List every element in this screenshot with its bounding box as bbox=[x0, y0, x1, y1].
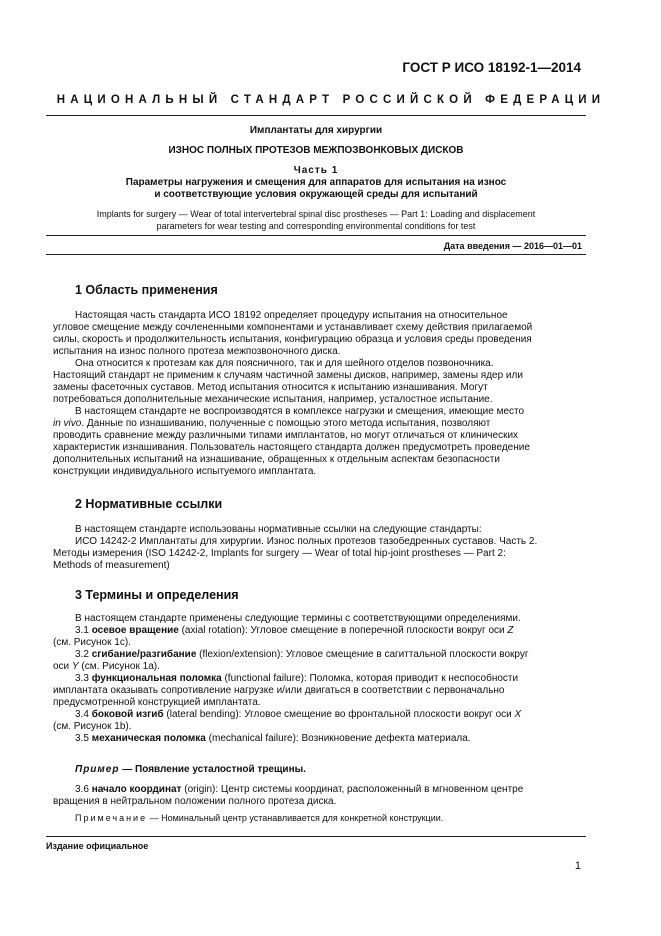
body-line: конструкции индивидуального испытуемого имплантата. bbox=[53, 466, 317, 477]
footer-rule bbox=[46, 836, 586, 837]
term-number: 3.3 bbox=[75, 673, 92, 684]
note-label: Примечание bbox=[75, 813, 148, 823]
date-of-introduction: Дата введения — 2016—01—01 bbox=[443, 241, 582, 251]
term-name: функциональная поломка bbox=[91, 673, 222, 684]
term-3-1 bbox=[75, 625, 585, 637]
axis-symbol: X bbox=[514, 709, 522, 720]
term-name: боковой изгиб bbox=[91, 709, 164, 720]
example-label: Пример bbox=[75, 764, 120, 775]
term-3-5 bbox=[75, 733, 585, 745]
body-line: Методы измерения (ISO 14242-2, Implants for surgery — Wear of total hip-joint prostheses — Part 2: bbox=[53, 548, 506, 559]
page-number: 1 bbox=[574, 860, 581, 872]
term-definition: (origin): Центр системы координат, расположенный в мгновенном центре bbox=[181, 784, 524, 795]
term-number: 3.2 bbox=[75, 649, 92, 660]
body-line: замены фасеточных суставов. Метод испытания относится к испытанию изнашивания. Могут bbox=[53, 382, 488, 393]
term-3-4-cont: (см. Рисунок 1b). bbox=[53, 721, 132, 732]
note-line bbox=[75, 813, 443, 823]
title-subtitle bbox=[46, 177, 586, 201]
section-3-body bbox=[53, 613, 585, 745]
title-rule bbox=[46, 235, 586, 236]
subtitle-line: Параметры нагружения и смещения для аппаратов для испытания на износ bbox=[125, 177, 507, 188]
example-line bbox=[75, 764, 306, 775]
body-line: угловое смещение между сочлененными компонентами и устанавливает схему действия прилагаемой bbox=[53, 322, 533, 333]
body-line: дополнительных испытаний на изнашивание, обращенных к отдельным аспектам безопасности bbox=[53, 454, 500, 465]
term-3-1-cont: (см. Рисунок 1с). bbox=[53, 637, 131, 648]
header-rule bbox=[46, 115, 586, 116]
note-text: — Номинальный центр устанавливается для конкретной конструкции. bbox=[147, 813, 444, 823]
example-text: — Появление усталостной трещины. bbox=[119, 764, 306, 775]
term-definition: (mechanical failure): Возникновение дефекта материала. bbox=[205, 733, 471, 744]
title-main: ИЗНОС ПОЛНЫХ ПРОТЕЗОВ МЕЖПОЗВОНКОВЫХ ДИСКОВ bbox=[168, 145, 464, 156]
term-name: сгибание/разгибание bbox=[91, 649, 197, 660]
term-name: механическая поломка bbox=[91, 733, 206, 744]
body-line: Настоящая часть стандарта ИСО 18192 определяет процедуру испытания на относительное bbox=[75, 310, 508, 321]
term-name: осевое вращение bbox=[91, 625, 179, 636]
term-3-6-cont: вращения в нейтральном положении полного протеза диска. bbox=[53, 796, 337, 807]
title-implants: Имплантаты для хирургии bbox=[249, 125, 383, 136]
term-3-3 bbox=[75, 673, 585, 685]
english-title-line: parameters for wear testing and corresponding environmental conditions for test bbox=[156, 221, 476, 231]
axis-symbol: Y bbox=[71, 661, 79, 672]
section-3-heading: 3 Термины и определения bbox=[75, 588, 239, 602]
term-number: 3.4 bbox=[75, 709, 92, 720]
term-3-6-block bbox=[53, 784, 585, 808]
term-definition: (см. Рисунок 1а). bbox=[78, 661, 160, 672]
term-definition: (lateral bending): Угловое смещение во фронтальной плоскости вокруг оси bbox=[163, 709, 515, 720]
term-definition: (flexion/extension): Угловое смещение в сагиттальной плоскости вокруг bbox=[196, 649, 529, 660]
body-line: силы, скорость и продолжительность испытания, конфигурацию образца и условия среды проведения bbox=[53, 334, 532, 345]
term-3-2 bbox=[75, 649, 585, 661]
body-line: испытания на износ полного протеза межпозвоночного диска. bbox=[53, 346, 341, 357]
subtitle-line: и соответствующие условия окружающей среды для испытаний bbox=[154, 189, 478, 200]
term-3-3-cont: имплантата оказывать сопротивление нагрузке и/или двигаться в соответствии с первоначально bbox=[53, 685, 505, 696]
edition-label: Издание официальное bbox=[46, 841, 149, 851]
section-2-body bbox=[53, 524, 585, 572]
body-line: В настоящем стандарте не воспроизводятся в комплексе нагрузки и смещения, имеющие место bbox=[75, 406, 525, 417]
document-code: ГОСТ Р ИСО 18192-1—2014 bbox=[402, 60, 581, 75]
section-1-body bbox=[53, 310, 585, 478]
body-line: Она относится к протезам как для поясничного, так и для шейного отделов позвоночника. bbox=[75, 358, 494, 369]
term-definition: оси bbox=[53, 661, 72, 672]
body-line: ИСО 14242-2 Имплантаты для хирургии. Износ полных протезов тазобедренных суставов. Часть 2. bbox=[75, 536, 538, 547]
term-3-4 bbox=[75, 709, 585, 721]
body-line: характеристик изнашивания. Пользователь настоящего стандарта должен предусмотреть проведение bbox=[53, 442, 530, 453]
axis-symbol: Z bbox=[507, 625, 514, 636]
term-number: 3.6 bbox=[75, 784, 92, 795]
body-line: потребоваться дополнительные механические испытания, например, усталостное испытание. bbox=[53, 394, 493, 405]
term-3-3-cont: предусмотренной конструкцией имплантата. bbox=[53, 697, 261, 708]
body-line: В настоящем стандарте применены следующие термины с соответствующими определениями. bbox=[75, 613, 521, 624]
title-english bbox=[46, 208, 586, 232]
in-vivo-term: in vivo bbox=[53, 418, 82, 429]
term-number: 3.1 bbox=[75, 625, 92, 636]
term-3-2-cont bbox=[53, 661, 585, 673]
section-2-heading: 2 Нормативные ссылки bbox=[75, 497, 223, 511]
national-standard-banner: НАЦИОНАЛЬНЫЙ СТАНДАРТ РОССИЙСКОЙ ФЕДЕРАЦИИ bbox=[56, 94, 606, 106]
body-line: проводить сравнение между различными типами имплантатов, но могут отличаться от клинических bbox=[53, 430, 519, 441]
term-definition: (axial rotation): Угловое смещение в поперечной плоскости вокруг оси bbox=[178, 625, 508, 636]
body-line: Настоящий стандарт не применим к случаям частичной замены дисков, например, замены ядер или bbox=[53, 370, 523, 381]
english-title-line: Implants for surgery — Wear of total intervertebral spinal disc prostheses — Part 1: Loading and displacement bbox=[96, 209, 536, 219]
body-line bbox=[53, 418, 585, 430]
body-line-rest: . Данные по изнашиванию, полученные с помощью этого метода испытания, позволяют bbox=[81, 418, 491, 429]
term-number: 3.5 bbox=[75, 733, 92, 744]
title-part: Часть 1 bbox=[293, 165, 339, 176]
term-3-6 bbox=[75, 784, 585, 796]
term-definition: (functional failure): Поломка, которая приводит к неспособности bbox=[221, 673, 519, 684]
body-line: Methods of measurement) bbox=[53, 560, 170, 571]
body-line: В настоящем стандарте использованы нормативные ссылки на следующие стандарты: bbox=[75, 524, 482, 535]
date-rule bbox=[46, 254, 586, 255]
term-name: начало координат bbox=[91, 784, 182, 795]
section-1-heading: 1 Область применения bbox=[75, 283, 218, 297]
